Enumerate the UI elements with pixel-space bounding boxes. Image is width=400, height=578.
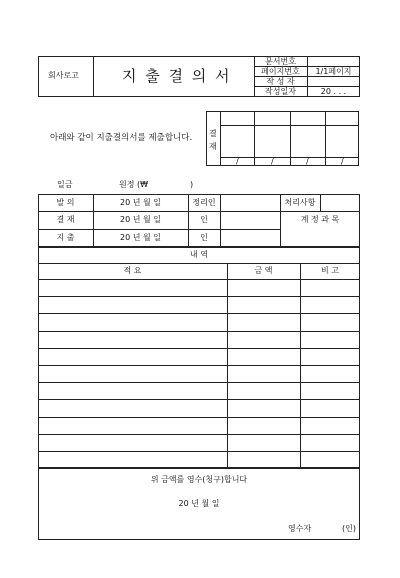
row-label-approve: 결 재 [56, 215, 75, 224]
table-row [38, 313, 360, 314]
table-row [38, 382, 360, 383]
company-logo-placeholder: 회사로고 [48, 71, 79, 80]
amount-close: ) [190, 180, 194, 189]
row-label-issue: 발 의 [56, 198, 75, 207]
col-header-item: 적 요 [123, 266, 142, 275]
table-row [38, 279, 360, 280]
page-number-label: 페이지번호 [261, 67, 300, 76]
divider [38, 229, 280, 230]
created-date-value: 20 . . . [320, 87, 347, 96]
divider [220, 125, 359, 126]
row-right-issue: 처리사항 [284, 198, 316, 207]
approval-label: 결 재 [209, 129, 217, 151]
row-extra-issue: 정리인 [192, 198, 216, 207]
divider [220, 194, 221, 247]
table-row [38, 348, 360, 349]
receipt-text: 위 금액를 영수(청구)합니다 [150, 475, 248, 484]
table-row [38, 296, 360, 297]
row-date-approve: 20 년 월 일 [120, 215, 161, 224]
page-title: 지 출 결 의 서 [122, 67, 232, 85]
divider [320, 194, 321, 211]
divider [38, 263, 360, 264]
created-date-label: 작성일자 [265, 87, 296, 96]
details-section-title: 내 역 [190, 250, 208, 259]
approval-slash: / [271, 157, 274, 166]
amount-label: 일금 [57, 180, 73, 189]
divider [38, 211, 360, 212]
table-row [38, 451, 360, 452]
row-extra-expense: 인 [200, 233, 208, 242]
divider [220, 157, 359, 158]
doc-number-label: 문서번호 [265, 57, 296, 66]
page-number-value: 1/1페이지 [315, 67, 352, 76]
amount-unit: 원정 (₩ [119, 180, 149, 189]
row-label-expense: 지 출 [56, 233, 75, 242]
approval-slash: / [306, 157, 309, 166]
receiver-seal: (인) [342, 524, 356, 533]
table-row [38, 331, 360, 332]
row-extra-approve: 인 [200, 215, 208, 224]
table-row [38, 365, 360, 366]
divider [93, 56, 94, 97]
intro-text: 아래와 같이 지출결의서를 제출합니다. [50, 133, 193, 143]
approval-slash: / [236, 157, 239, 166]
table-row [38, 417, 360, 418]
row-date-issue: 20 년 월 일 [120, 198, 161, 207]
table-row [38, 399, 360, 400]
receipt-date: 20 년 월 일 [178, 499, 220, 508]
col-header-amount: 금 액 [254, 266, 273, 275]
receiver-label: 영수자 [288, 524, 312, 533]
table-row [38, 434, 360, 435]
approval-slash: / [341, 157, 344, 166]
row-right-approve: 계 정 과 목 [300, 215, 340, 224]
row-date-expense: 20 년 월 일 [120, 233, 161, 242]
author-label: 작 성 자 [266, 77, 295, 86]
col-header-note: 비 고 [321, 266, 339, 275]
